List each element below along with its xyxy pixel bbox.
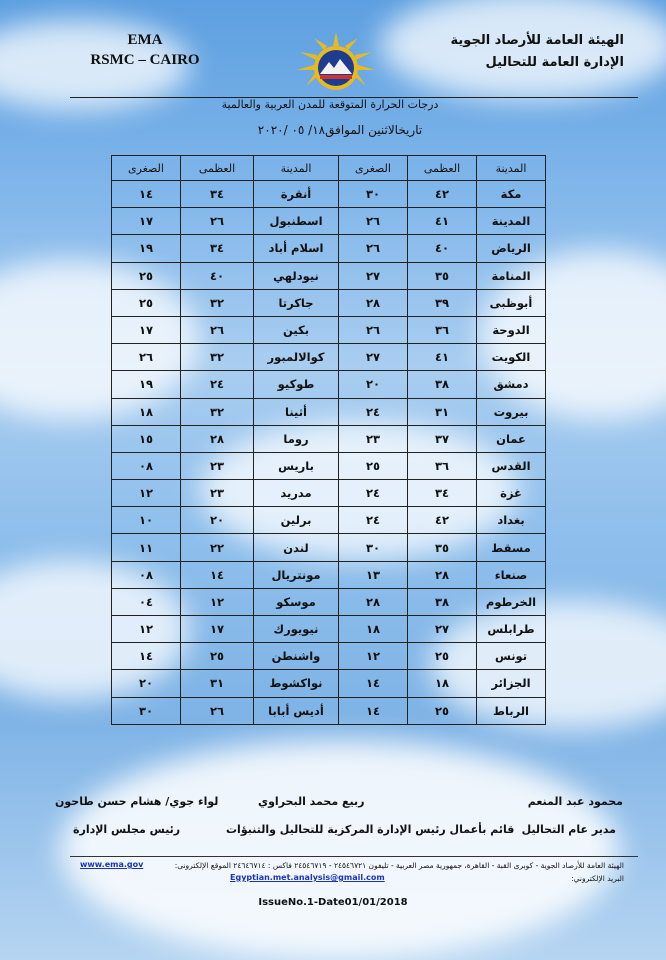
cell-min-1: ٢٧ [339,344,408,371]
table-row [112,534,546,561]
table-row [112,316,546,343]
cell-min-2: ١٢ [112,480,181,507]
cell-min-1: ٢٨ [339,588,408,615]
cell-max-2: ١٧ [181,616,254,643]
cell-max-2: ٢٢ [181,534,254,561]
header-ar-line1: الهيئة العامة للأرصاد الجوية [450,33,624,48]
temperature-table [111,155,546,725]
signatory-right-name: محمود عبد المنعم [527,795,623,808]
footer-email-link[interactable]: Egyptian.met.analysis@gmail.com [230,873,385,882]
cell-max-2: ٢٤ [181,371,254,398]
cell-min-2: ٠٤ [112,588,181,615]
cell-max-2: ٢٠ [181,507,254,534]
cell-min-2: ٢٦ [112,344,181,371]
cell-min-1: ٢٦ [339,235,408,262]
table-row [112,480,546,507]
cell-city-2: مونتريال [254,561,339,588]
cell-city-1: الكويت [477,344,546,371]
cell-city-2: باريس [254,452,339,479]
cell-max-2: ٢٣ [181,480,254,507]
signatory-right-title: مدير عام التحاليل [521,823,616,836]
cell-max-2: ٢٨ [181,425,254,452]
footer-divider [70,856,638,857]
cell-max-1: ٣٦ [408,316,477,343]
header-max-2: العظمى [181,156,254,181]
cell-max-2: ٢٥ [181,643,254,670]
cell-max-1: ٢٧ [408,616,477,643]
header-max-1: العظمى [408,156,477,181]
cell-min-2: ٢٠ [112,670,181,697]
cell-min-2: ٣٠ [112,697,181,724]
cell-city-2: بكين [254,316,339,343]
cell-max-1: ٣٤ [408,480,477,507]
cell-city-1: القدس [477,452,546,479]
cell-min-1: ٢٦ [339,316,408,343]
table-row [112,208,546,235]
signatory-left-name: لواء جوي/ هشام حسن طاحون [55,795,219,808]
cell-min-2: ٢٥ [112,289,181,316]
cell-min-2: ٠٨ [112,452,181,479]
cell-max-2: ٣١ [181,670,254,697]
table-row [112,344,546,371]
table-row [112,289,546,316]
cell-city-2: أنقرة [254,181,339,208]
cell-city-1: صنعاء [477,561,546,588]
header-en-line2: RSMC – CAIRO [90,52,200,68]
cell-max-1: ٤٠ [408,235,477,262]
cell-max-1: ٢٥ [408,697,477,724]
signatory-center-name: ربيع محمد البحراوي [258,795,365,808]
cell-city-1: بيروت [477,398,546,425]
cell-min-1: ٢٦ [339,208,408,235]
signatory-left-title: رئيس مجلس الإدارة [73,823,181,836]
cell-city-1: المدينة [477,208,546,235]
cell-min-1: ١٣ [339,561,408,588]
cell-max-2: ٢٦ [181,208,254,235]
cell-min-1: ٢٨ [339,289,408,316]
cell-min-1: ١٨ [339,616,408,643]
page-subtitle: درجات الحرارة المتوقعة للمدن العربية والعالمية [221,98,439,111]
cell-max-1: ٤٢ [408,507,477,534]
cell-city-1: غزة [477,480,546,507]
cell-city-1: مكة [477,181,546,208]
cell-min-1: ٣٠ [339,181,408,208]
cell-min-1: ٢٧ [339,262,408,289]
cell-city-1: المنامة [477,262,546,289]
cell-max-2: ١٤ [181,561,254,588]
cell-city-2: طوكيو [254,371,339,398]
cell-max-1: ٣٥ [408,534,477,561]
cell-city-2: أديس أبابا [254,697,339,724]
cell-max-1: ٣٨ [408,588,477,615]
table-header-row [112,156,546,181]
cell-max-2: ٣٤ [181,181,254,208]
cell-city-1: الخرطوم [477,588,546,615]
cell-city-2: نيويورك [254,616,339,643]
cell-min-1: ٢٤ [339,398,408,425]
header-min-1: الصغرى [339,156,408,181]
table-row [112,452,546,479]
cell-city-2: برلين [254,507,339,534]
cell-max-2: ٢٣ [181,452,254,479]
header-english [70,30,220,70]
cell-min-2: ١٩ [112,235,181,262]
cell-min-2: ١٥ [112,425,181,452]
table-row [112,561,546,588]
cell-max-2: ٣٢ [181,398,254,425]
cell-max-2: ٢٦ [181,316,254,343]
cell-max-1: ٤١ [408,344,477,371]
cell-min-1: ٢٤ [339,480,408,507]
cell-min-2: ١٨ [112,398,181,425]
cell-max-1: ٣١ [408,398,477,425]
cell-min-2: ١٢ [112,616,181,643]
table-row [112,235,546,262]
cell-city-1: الجزائر [477,670,546,697]
cell-city-2: نواكشوط [254,670,339,697]
cell-city-2: واشنطن [254,643,339,670]
header-city-1: المدينة [477,156,546,181]
header-min-2: الصغرى [112,156,181,181]
cell-min-2: ١٤ [112,181,181,208]
cell-min-1: ٢٥ [339,452,408,479]
cell-min-1: ٢٠ [339,371,408,398]
cell-min-2: ١٤ [112,643,181,670]
cell-min-2: ٢٥ [112,262,181,289]
cell-city-1: الرباط [477,697,546,724]
cell-city-1: مسقط [477,534,546,561]
cell-min-2: ١١ [112,534,181,561]
cell-min-1: ٢٣ [339,425,408,452]
cell-max-1: ٢٥ [408,643,477,670]
cell-city-2: روما [254,425,339,452]
cell-max-1: ٣٦ [408,452,477,479]
cell-min-1: ٣٠ [339,534,408,561]
cell-min-1: ١٢ [339,643,408,670]
table-row [112,643,546,670]
forecast-date: تاريخالاثنين الموافق١٨/ ٠٥ /٢٠٢٠ [257,123,423,137]
ema-logo-icon [296,32,376,98]
cell-city-1: طرابلس [477,616,546,643]
header-city-2: المدينة [254,156,339,181]
table-row [112,398,546,425]
table-row [112,262,546,289]
cell-max-1: ١٨ [408,670,477,697]
cell-max-1: ٣٨ [408,371,477,398]
issue-number: IssueNo.1-Date01/01/2018 [258,897,408,908]
cell-max-1: ٤١ [408,208,477,235]
header-ar-line2: الإدارة العامة للتحاليل [485,55,624,70]
table-row [112,507,546,534]
cell-city-2: اسطنبول [254,208,339,235]
cell-min-2: ١٠ [112,507,181,534]
cell-city-2: جاكرتا [254,289,339,316]
table-row [112,181,546,208]
cell-min-2: ٠٨ [112,561,181,588]
table-row [112,371,546,398]
cell-min-2: ١٩ [112,371,181,398]
cell-city-2: كوالالمبور [254,344,339,371]
cell-city-2: مدريد [254,480,339,507]
cell-city-1: أبوظبى [477,289,546,316]
cell-city-1: بغداد [477,507,546,534]
footer-address: الهيئة العامة للأرصاد الجوية - كوبرى القبة - القاهرة، جمهورية مصر العربية - تليفون ٢٤٥٤٦٧٢١ - ٢٤٥٤٦٧١٩ فاكس : ٢٤٦٤٦٧١٤ الموقع الإلكترونى: [174,861,624,870]
cell-max-1: ٢٨ [408,561,477,588]
cell-max-1: ٣٥ [408,262,477,289]
cell-city-2: اسلام أباد [254,235,339,262]
cell-max-2: ٣٢ [181,344,254,371]
cell-max-2: ٢٦ [181,697,254,724]
cell-max-2: ٣٤ [181,235,254,262]
cell-min-2: ١٧ [112,316,181,343]
cell-min-1: ٢٤ [339,507,408,534]
cell-max-1: ٣٧ [408,425,477,452]
header-en-line1: EMA [127,32,163,48]
cell-city-2: لندن [254,534,339,561]
table-row [112,616,546,643]
cell-city-1: عمان [477,425,546,452]
table-row [112,588,546,615]
signatory-center-title: قائم بأعمال رئيس الإدارة المركزية للتحاليل والتنبؤات [226,823,515,836]
header-arabic [384,30,624,74]
table-row [112,425,546,452]
cell-city-2: نيودلهي [254,262,339,289]
cell-max-2: ٣٢ [181,289,254,316]
cell-max-1: ٣٩ [408,289,477,316]
cell-min-1: ١٤ [339,670,408,697]
cell-min-1: ١٤ [339,697,408,724]
footer-website-link[interactable]: www.ema.gov [80,860,144,869]
footer-email-label: البريد الإلكتروني: [571,874,624,883]
cell-city-1: تونس [477,643,546,670]
cell-min-2: ١٧ [112,208,181,235]
cell-max-2: ٤٠ [181,262,254,289]
cell-city-2: موسكو [254,588,339,615]
cell-city-1: الرياض [477,235,546,262]
cell-city-2: أثينا [254,398,339,425]
cell-max-2: ١٢ [181,588,254,615]
cell-city-1: دمشق [477,371,546,398]
table-row [112,697,546,724]
cell-max-1: ٤٢ [408,181,477,208]
table-row [112,670,546,697]
cell-city-1: الدوحة [477,316,546,343]
